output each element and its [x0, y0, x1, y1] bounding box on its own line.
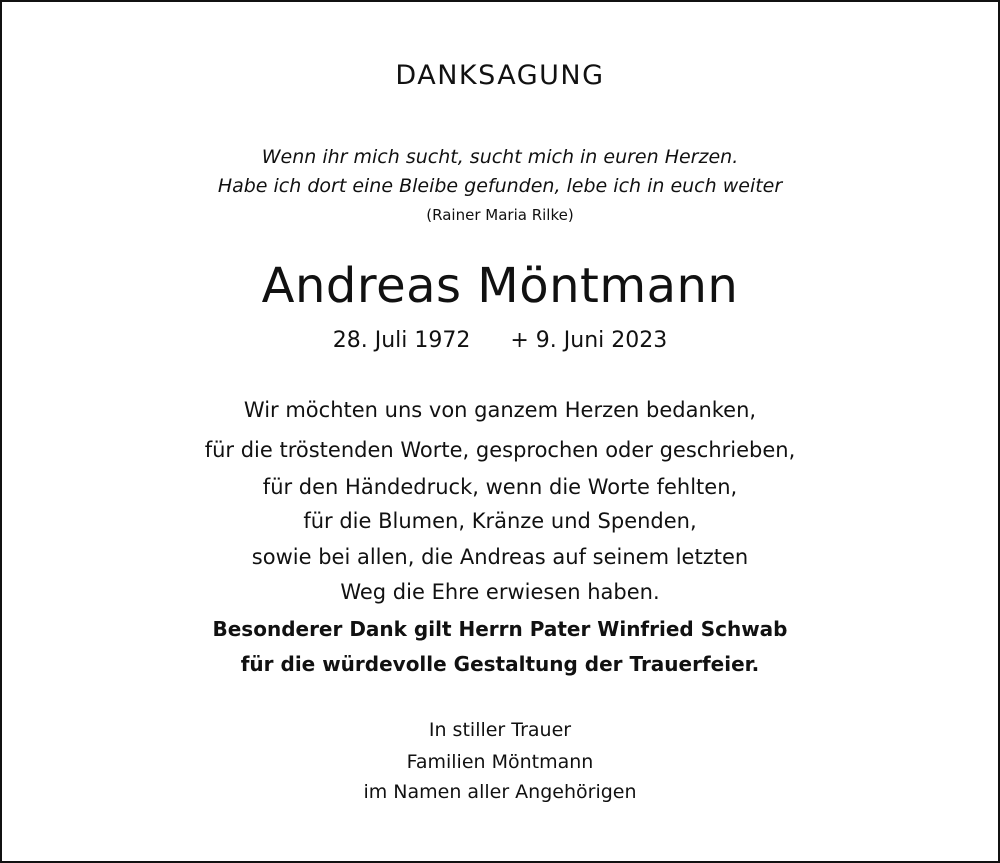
special-thanks-line-2: für die würdevolle Gestaltung der Trauerfeier.	[240, 652, 760, 676]
thanks-line-3: für den Händedruck, wenn die Worte fehlten,	[262, 475, 738, 499]
quote-line-2: Habe ich dort eine Bleibe gefunden, lebe ich in euch weiter	[217, 175, 783, 197]
special-thanks-line-1: Besonderer Dank gilt Herrn Pater Winfried Schwab	[212, 617, 788, 641]
thanks-line-5: sowie bei allen, die Andreas auf seinem letzten	[251, 545, 749, 569]
closing-line-2: Familien Möntmann	[406, 751, 594, 773]
thanks-line-2: für die tröstenden Worte, gesprochen oder geschrieben,	[204, 438, 796, 462]
deceased-name: Andreas Möntmann	[261, 258, 739, 314]
death-date: + 9. Juni 2023	[510, 328, 668, 353]
quote-attribution: (Rainer Maria Rilke)	[426, 206, 574, 224]
quote-line-1: Wenn ihr mich sucht, sucht mich in euren Herzen.	[261, 146, 739, 168]
thanks-line-4: für die Blumen, Kränze und Spenden,	[303, 509, 697, 533]
birth-date: 28. Juli 1972	[332, 328, 471, 353]
closing-line-1: In stiller Trauer	[428, 719, 572, 741]
closing-line-3: im Namen aller Angehörigen	[363, 781, 637, 803]
life-dates	[0, 328, 1000, 353]
thanks-line-6: Weg die Ehre erwiesen haben.	[340, 580, 660, 604]
thanks-line-1: Wir möchten uns von ganzem Herzen bedanken,	[243, 398, 757, 422]
notice-title: DANKSAGUNG	[395, 60, 605, 91]
